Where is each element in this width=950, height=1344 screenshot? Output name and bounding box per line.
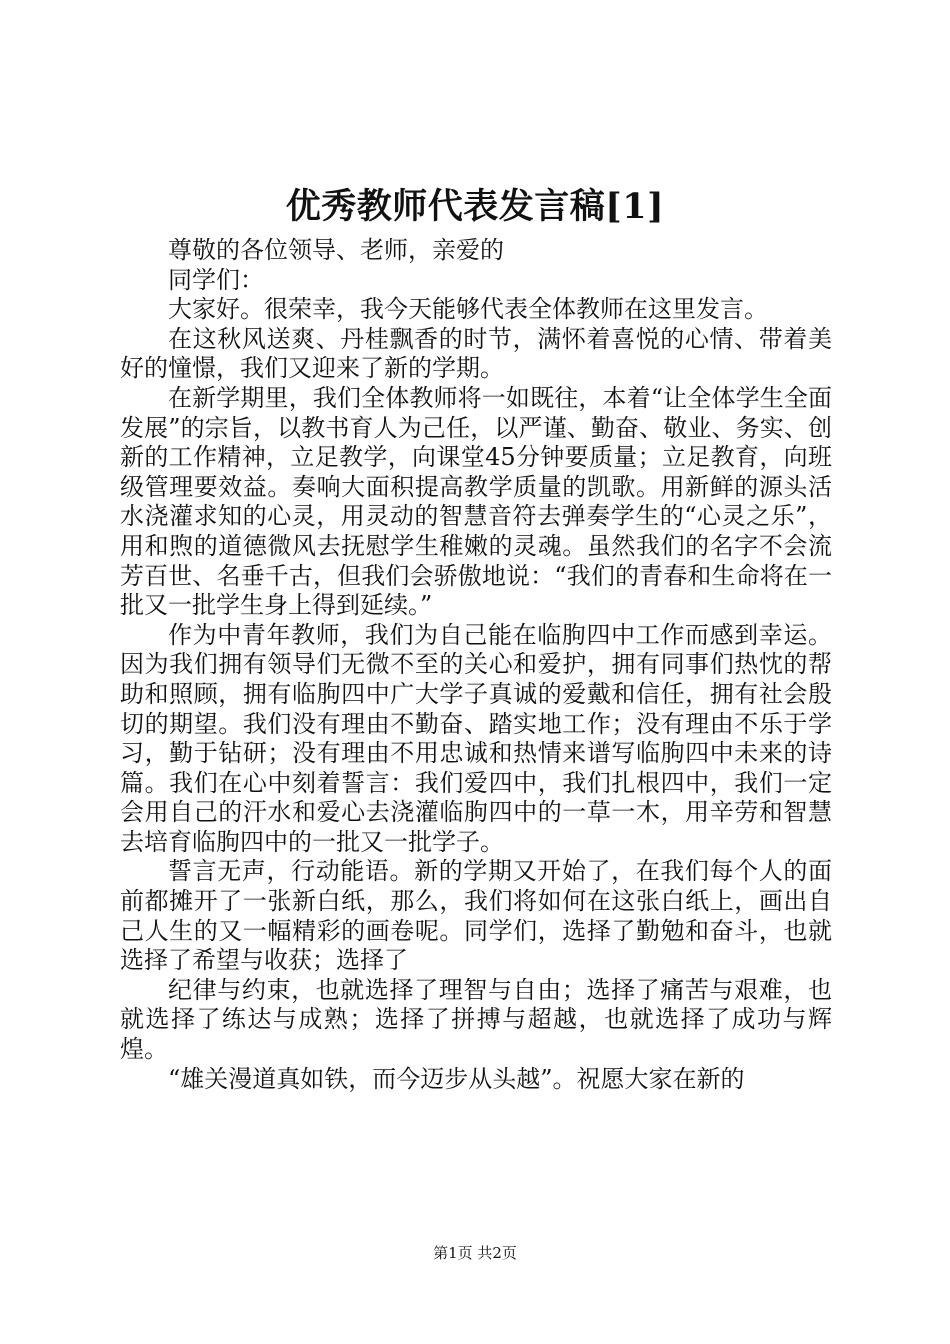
- paragraph: 纪律与约束，也就选择了理智与自由；选择了痛苦与艰难，也就选择了练达与成熟；选择了拼搏与超越，也就选择了成功与辉煌。: [120, 975, 832, 1064]
- paragraph-salutation: 尊敬的各位领导、老师，亲爱的: [168, 236, 504, 264]
- paragraph: 在这秋风送爽、丹桂飘香的时节，满怀着喜悦的心情、带着美好的憧憬，我们又迎来了新的学期。: [120, 324, 832, 383]
- page-footer: 第1页 共2页: [433, 1244, 517, 1262]
- document-body: [120, 236, 832, 1094]
- paragraph: 誓言无声，行动能语。新的学期又开始了，在我们每个人的面前都摊开了一张新白纸，那么，我们将如何在这张白纸上，画出自己人生的又一幅精彩的画卷呢。同学们，选择了勤勉和奋斗，也就选择了希望与收获；选择了: [120, 857, 832, 975]
- paragraph: 作为中青年教师，我们为自己能在临朐四中工作而感到幸运。因为我们拥有领导们无微不至的关心和爱护，拥有同事们热忱的帮助和照顾，拥有临朐四中广大学子真诚的爱戴和信任，拥有社会殷切的期望。我们没有理由不勤奋、踏实地工作；没有理由不乐于学习，勤于钻研；没有理由不用忠诚和热情来谱写临朐四中未来的诗篇。我们在心中刻着誓言：我们爱四中，我们扎根四中，我们一定会用自己的汗水和爱心去浇灌临朐四中的一草一木，用辛劳和智慧去培育临朐四中的一批又一批学子。: [120, 620, 832, 856]
- paragraph-greeting: 大家好。很荣幸，我今天能够代表全体教师在这里发言。: [168, 295, 768, 324]
- paragraph: 在新学期里，我们全体教师将一如既往，本着“让全体学生全面发展”的宗旨，以教书育人为己任，以严谨、勤奋、敬业、务实、创新的工作精神，立足教学，向课堂45分钟要质量；立足教育，向班级管理要效益。奏响大面积提高教学质量的凯歌。用新鲜的源头活水浇灌求知的心灵，用灵动的智慧音符去弹奏学生的“心灵之乐”，用和煦的道德微风去抚慰学生稚嫩的灵魂。虽然我们的名字不会流芳百世、名垂千古，但我们会骄傲地说：“我们的青春和生命将在一批又一批学生身上得到延续。”: [120, 383, 832, 620]
- paragraph: “雄关漫道真如铁，而今迈步从头越”。祝愿大家在新的: [168, 1064, 745, 1093]
- paragraph-salutation-cont: 同学们：: [168, 265, 264, 294]
- document-title: 优秀教师代表发言稿[1]: [285, 186, 665, 227]
